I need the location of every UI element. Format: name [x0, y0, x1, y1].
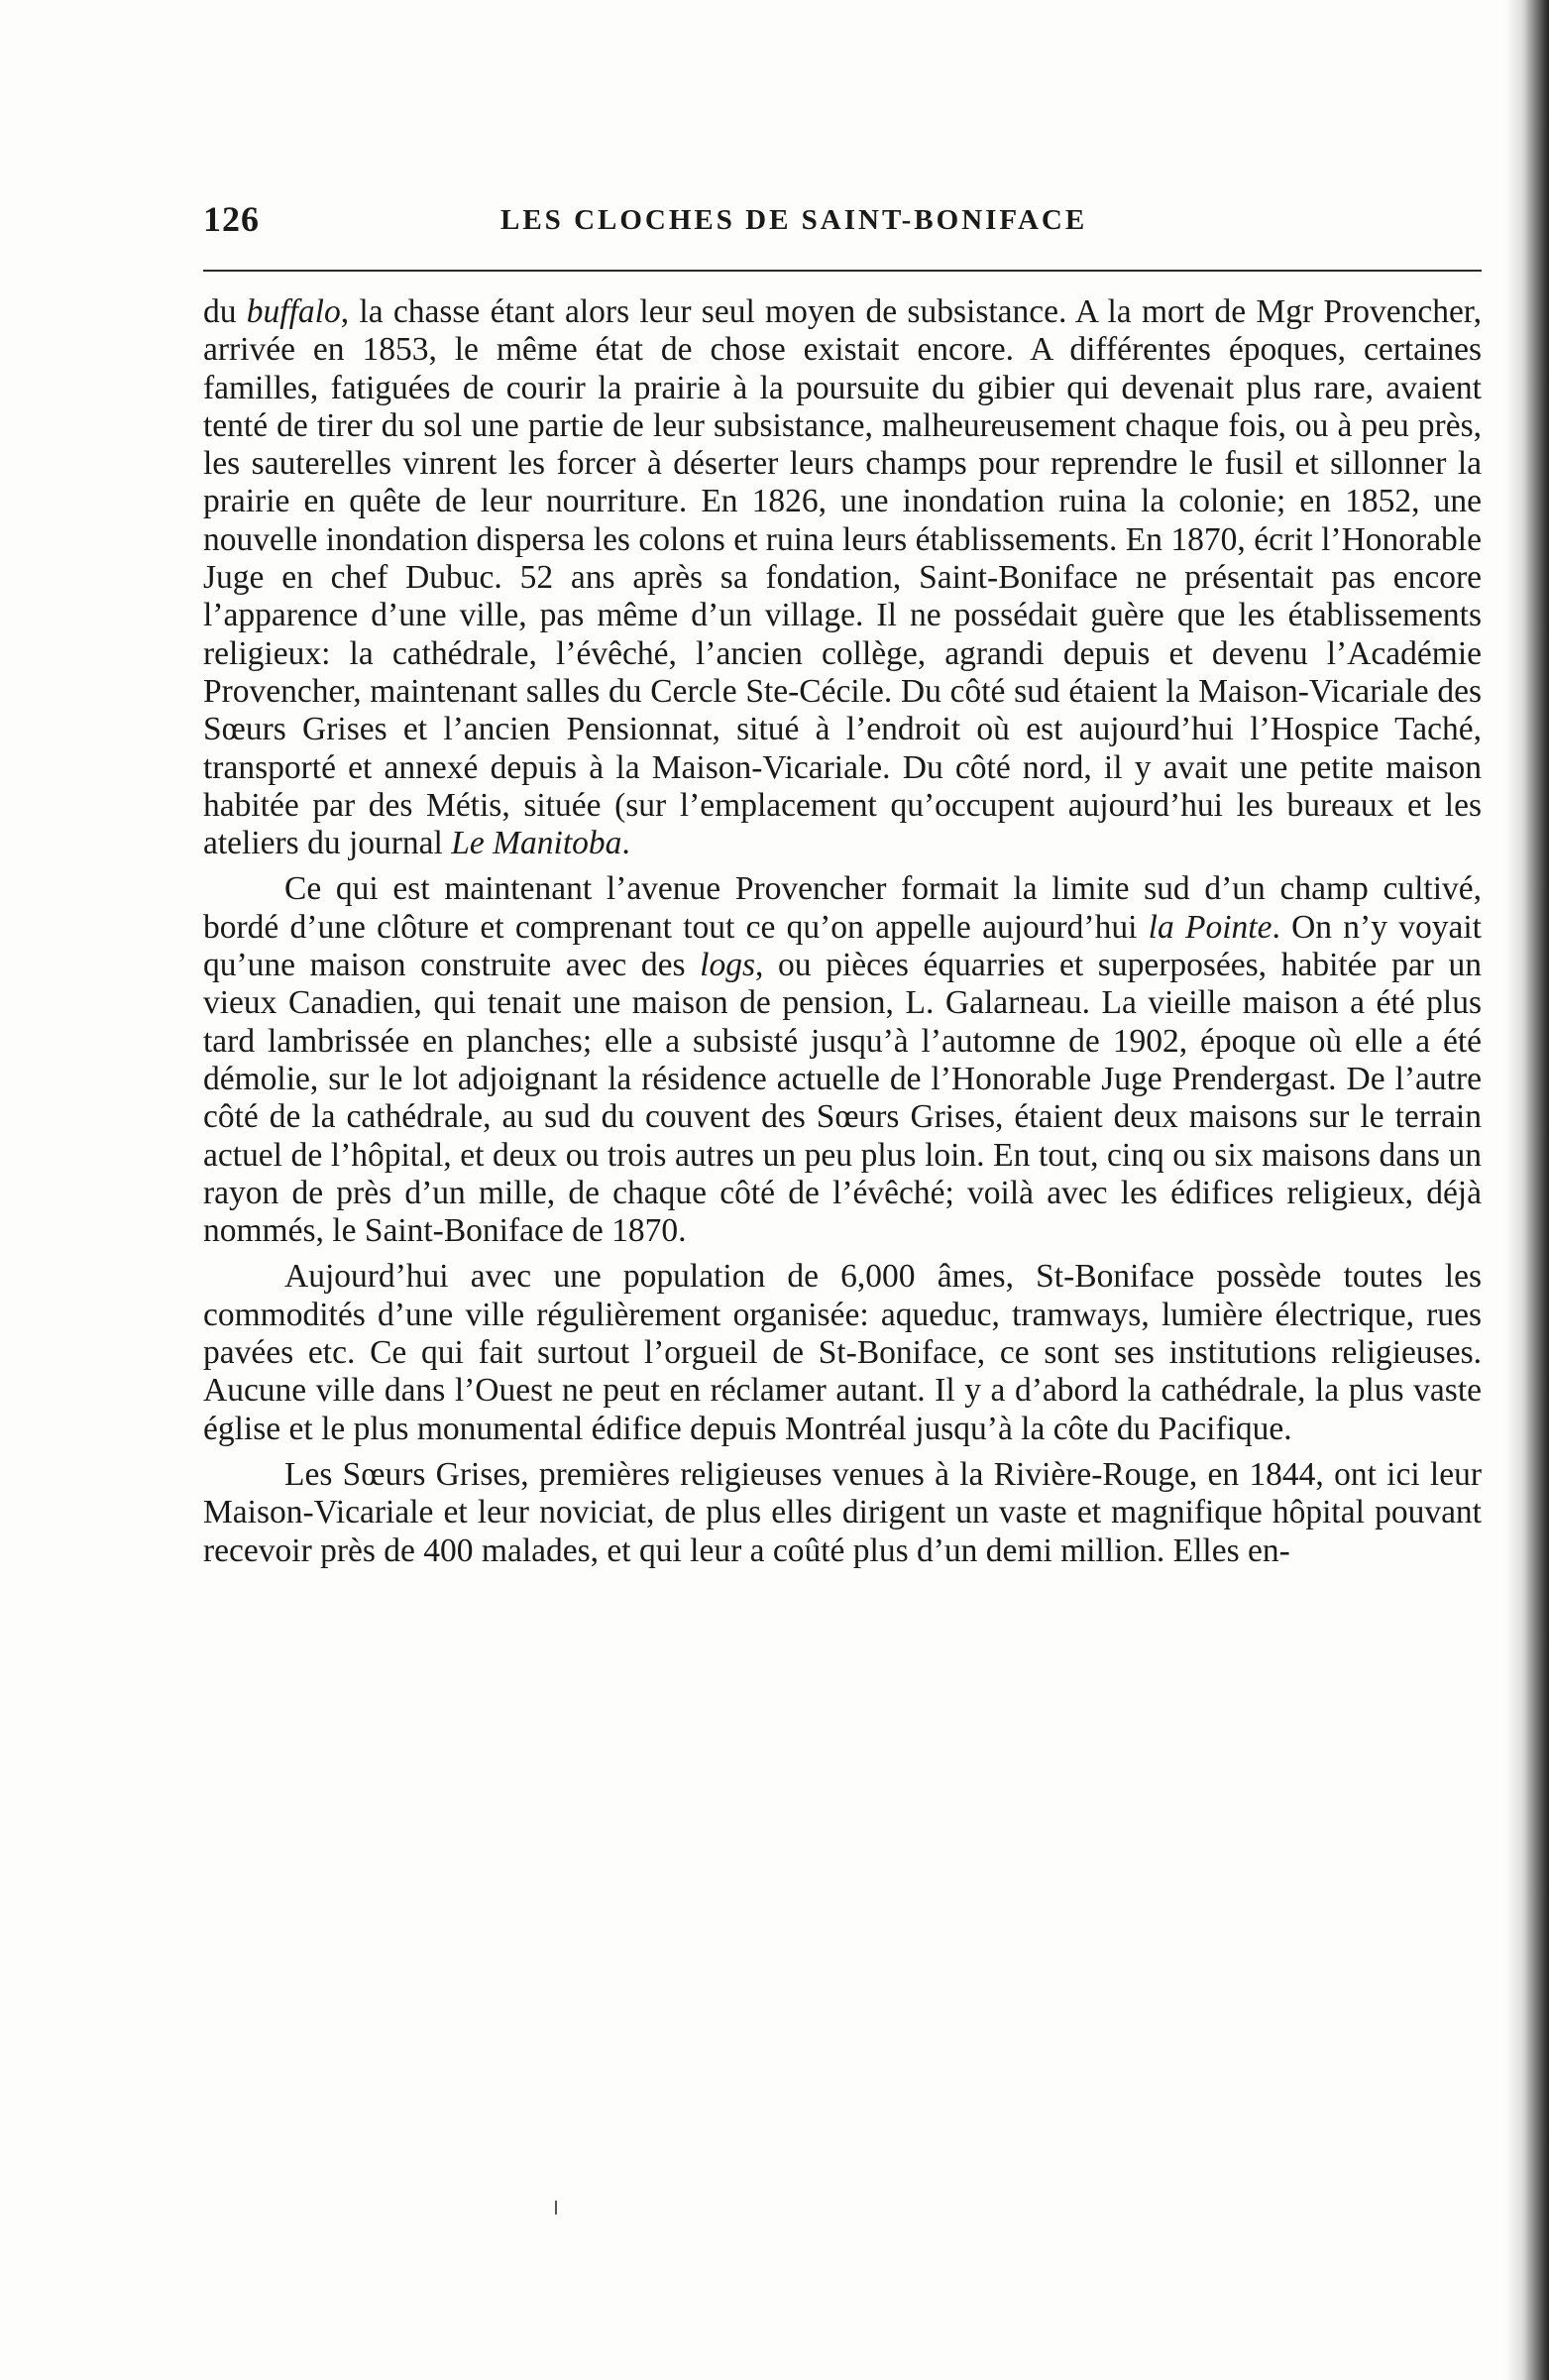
text-run: Aujourd’hui avec une population de 6,000 âmes, St-Boniface possède toutes les commodités d’une ville régulièrement organisée: aqueduc, tramways, lumière électrique, rues pavées etc. Ce qui fait surtout l’orgueil de St-Boniface, ce sont ses institutions religieuses. Aucune ville dans l’Ouest ne peut en réclamer autant. Il y a d’abord la cathédrale, la plus vaste église et le plus monumental édifice depuis Montréal jusqu’à la côte du Pacifique.	[203, 1258, 1482, 1447]
binding-edge-shadow	[1505, 0, 1549, 2380]
paragraph	[203, 1456, 1482, 1570]
paragraph	[203, 1258, 1482, 1447]
running-title: LES CLOCHES DE SAINT-BONIFACE	[500, 204, 1088, 236]
text-run: du	[203, 293, 247, 330]
page-header	[203, 198, 1482, 246]
italic-text: buffalo	[246, 293, 341, 330]
italic-text: Le Manitoba	[451, 825, 622, 862]
italic-text: logs	[700, 947, 756, 984]
text-run: Les Sœurs Grises, premières religieuses venues à la Rivière-Rouge, en 1844, ont ici leur Maison-Vicariale et leur noviciat, de plus elles dirigent un vaste et magnifique hôpital pouvant recevoir près de 400 malades, et qui leur a coûté plus d’un demi million. Elles en-	[203, 1455, 1482, 1569]
text-run: . On n’y voyait qu’une maison construite avec des	[203, 908, 1482, 984]
paragraph	[203, 870, 1482, 1250]
header-rule	[203, 270, 1482, 272]
text-run: Ce qui est maintenant l’avenue Provencher formait la limite sud d’un champ cultivé, bordé d’une clôture et comprenant tout ce qu’on appelle aujourd’hui	[203, 870, 1482, 946]
scan-mark	[555, 2201, 557, 2214]
paragraph	[203, 293, 1482, 862]
text-run: , la chasse étant alors leur seul moyen de subsistance. A la mort de Mgr Provencher, arrivée en 1853, le même état de chose existait encore. A différentes époques, certaines familles, fatiguées de courir la prairie à la poursuite du gibier qui devenait plus rare, avaient tenté de tirer du sol une partie de leur subsistance, malheureusement chaque fois, ou à peu près, les sauterelles vinrent les forcer à déserter leurs champs pour reprendre le fusil et sillonner la prairie en quête de leur nourriture. En 1826, une inondation ruina la colonie; en 1852, une nouvelle inondation dispersa les colons et ruina leurs établissements. En 1870, écrit l’Honorable Juge en chef Dubuc. 52 ans après sa fondation, Saint-Boniface ne présentait pas encore l’apparence d’une ville, pas même d’un village. Il ne possédait guère que les établissements religieux: la cathédrale, l’évêché, l’ancien collège, agrandi depuis et devenu l’Académie Provencher, maintenant salles du Cercle Ste-Cécile. Du côté sud étaient la Maison-Vicariale des Sœurs Grises et l’ancien Pensionnat, situé à l’endroit où est aujourd’hui l’Hospice Taché, transporté et annexé depuis à la Maison-Vicariale. Du côté nord, il y avait une petite maison habitée par des Métis, située (sur l’emplacement qu’occupent aujourd’hui les bureaux et les ateliers du journal	[203, 293, 1482, 862]
text-run: , ou pièces équarries et superposées, habitée par un vieux Canadien, qui tenait une maison de pension, L. Galarneau. La vieille maison a été plus tard lambrissée en planches; elle a subsisté jusqu’à l’automne de 1902, époque où elle a été démolie, sur le lot adjoignant la résidence actuelle de l’Honorable Juge Prendergast. De l’autre côté de la cathédrale, au sud du couvent des Sœurs Grises, étaient deux maisons sur le terrain actuel de l’hôpital, et deux ou trois autres un peu plus loin. En tout, cinq ou six maisons dans un rayon de près d’un mille, de chaque côté de l’évêché; voilà avec les édifices religieux, déjà nommés, le Saint-Boniface de 1870.	[203, 947, 1482, 1250]
text-run: .	[621, 825, 630, 862]
page-number: 126	[203, 199, 260, 239]
body-text	[203, 293, 1482, 1570]
italic-text: la Pointe	[1148, 908, 1272, 946]
